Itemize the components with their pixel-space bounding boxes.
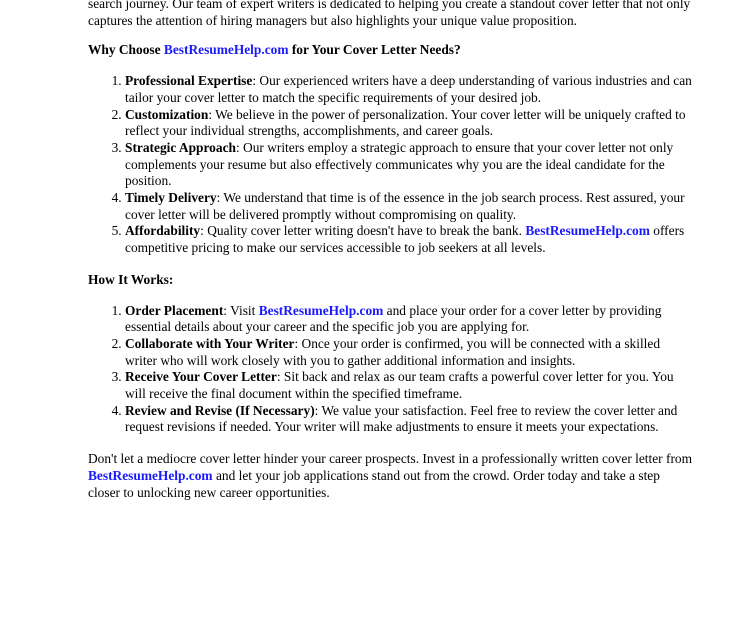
list-item-text: : Our writers employ a strategic approach to ensure that your cover letter not only complements your resume but also effectively communicates why you are the ideal candidate for the position. xyxy=(125,139,674,189)
why-heading-pre: Why Choose xyxy=(88,42,164,58)
bestresumehelp-link[interactable]: BestResumeHelp.com xyxy=(525,223,650,239)
list-item-term: Timely Delivery xyxy=(125,190,217,206)
list-item-term: Affordability xyxy=(125,223,201,239)
closing-text-before: Don't let a mediocre cover letter hinder your career prospects. Invest in a professionally written cover letter from xyxy=(88,451,693,467)
why-choose-list xyxy=(88,73,692,257)
list-item-term: Customization xyxy=(125,106,209,122)
list-item-term: Receive Your Cover Letter xyxy=(125,369,277,385)
why-heading-link[interactable]: BestResumeHelp.com xyxy=(163,42,289,58)
list-item xyxy=(125,336,692,369)
list-item-term: Order Placement xyxy=(125,302,224,318)
list-item-term: Strategic Approach xyxy=(125,139,236,155)
closing-text-after: and let your job applications stand out from the crowd. Order today and take a step closer to unlocking new career opportunities. xyxy=(88,467,660,500)
list-item xyxy=(125,140,692,190)
how-it-works-heading: How It Works: xyxy=(88,271,174,287)
bestresumehelp-link[interactable]: BestResumeHelp.com xyxy=(258,302,384,318)
list-item-term: Collaborate with Your Writer xyxy=(125,335,295,351)
why-heading-post: for Your Cover Letter Needs? xyxy=(288,42,461,58)
how-it-works-list xyxy=(88,303,692,437)
list-item-text: : Once your order is confirmed, you will be connected with a skilled writer who will work closely with you to gather additional information and insights. xyxy=(125,335,661,368)
list-item-text-after: offers competitive pricing to make our services accessible to job seekers at all levels. xyxy=(125,223,685,256)
list-item xyxy=(125,223,692,256)
list-item xyxy=(125,190,692,223)
why-choose-heading xyxy=(88,42,692,59)
intro-paragraph: search journey. Our team of expert writers is dedicated to helping you create a standout cover letter that not only captures the attention of hiring managers but also highlights your unique value proposition. xyxy=(88,0,691,28)
list-item xyxy=(125,369,692,402)
closing-paragraph xyxy=(88,451,692,501)
list-item-text: : Visit xyxy=(223,302,259,318)
list-item xyxy=(125,73,692,106)
list-item-text: : Sit back and relax as our team crafts a powerful cover letter for you. You will receive the final document within the specified timeframe. xyxy=(125,369,674,402)
list-item-text: : We value your satisfaction. Feel free to review the cover letter and request revisions if needed. Your writer will make adjustments to ensure it meets your expectations. xyxy=(125,402,678,435)
list-item-term: Review and Revise (If Necessary) xyxy=(125,402,315,418)
bestresumehelp-link[interactable]: BestResumeHelp.com xyxy=(88,467,213,483)
list-item xyxy=(125,403,692,436)
list-item xyxy=(125,303,692,336)
list-item-text: : We believe in the power of personalization. Your cover letter will be uniquely crafted to reflect your individual strengths, accomplishments, and career goals. xyxy=(125,106,686,139)
list-item-text: : Quality cover letter writing doesn't have to break the bank. xyxy=(200,223,526,239)
list-item-text: : Our experienced writers have a deep understanding of various industries and can tailor your cover letter to match the specific requirements of your desired job. xyxy=(125,73,692,105)
list-item-text: : We understand that time is of the essence in the job search process. Rest assured, your cover letter will be delivered promptly without compromising on quality. xyxy=(125,190,685,222)
list-item-term: Professional Expertise xyxy=(125,73,253,89)
document-page xyxy=(88,0,692,501)
list-item-text-after: and place your order for a cover letter by providing essential details about your career and the specific job you are applying for. xyxy=(125,302,662,335)
list-item xyxy=(125,107,692,140)
